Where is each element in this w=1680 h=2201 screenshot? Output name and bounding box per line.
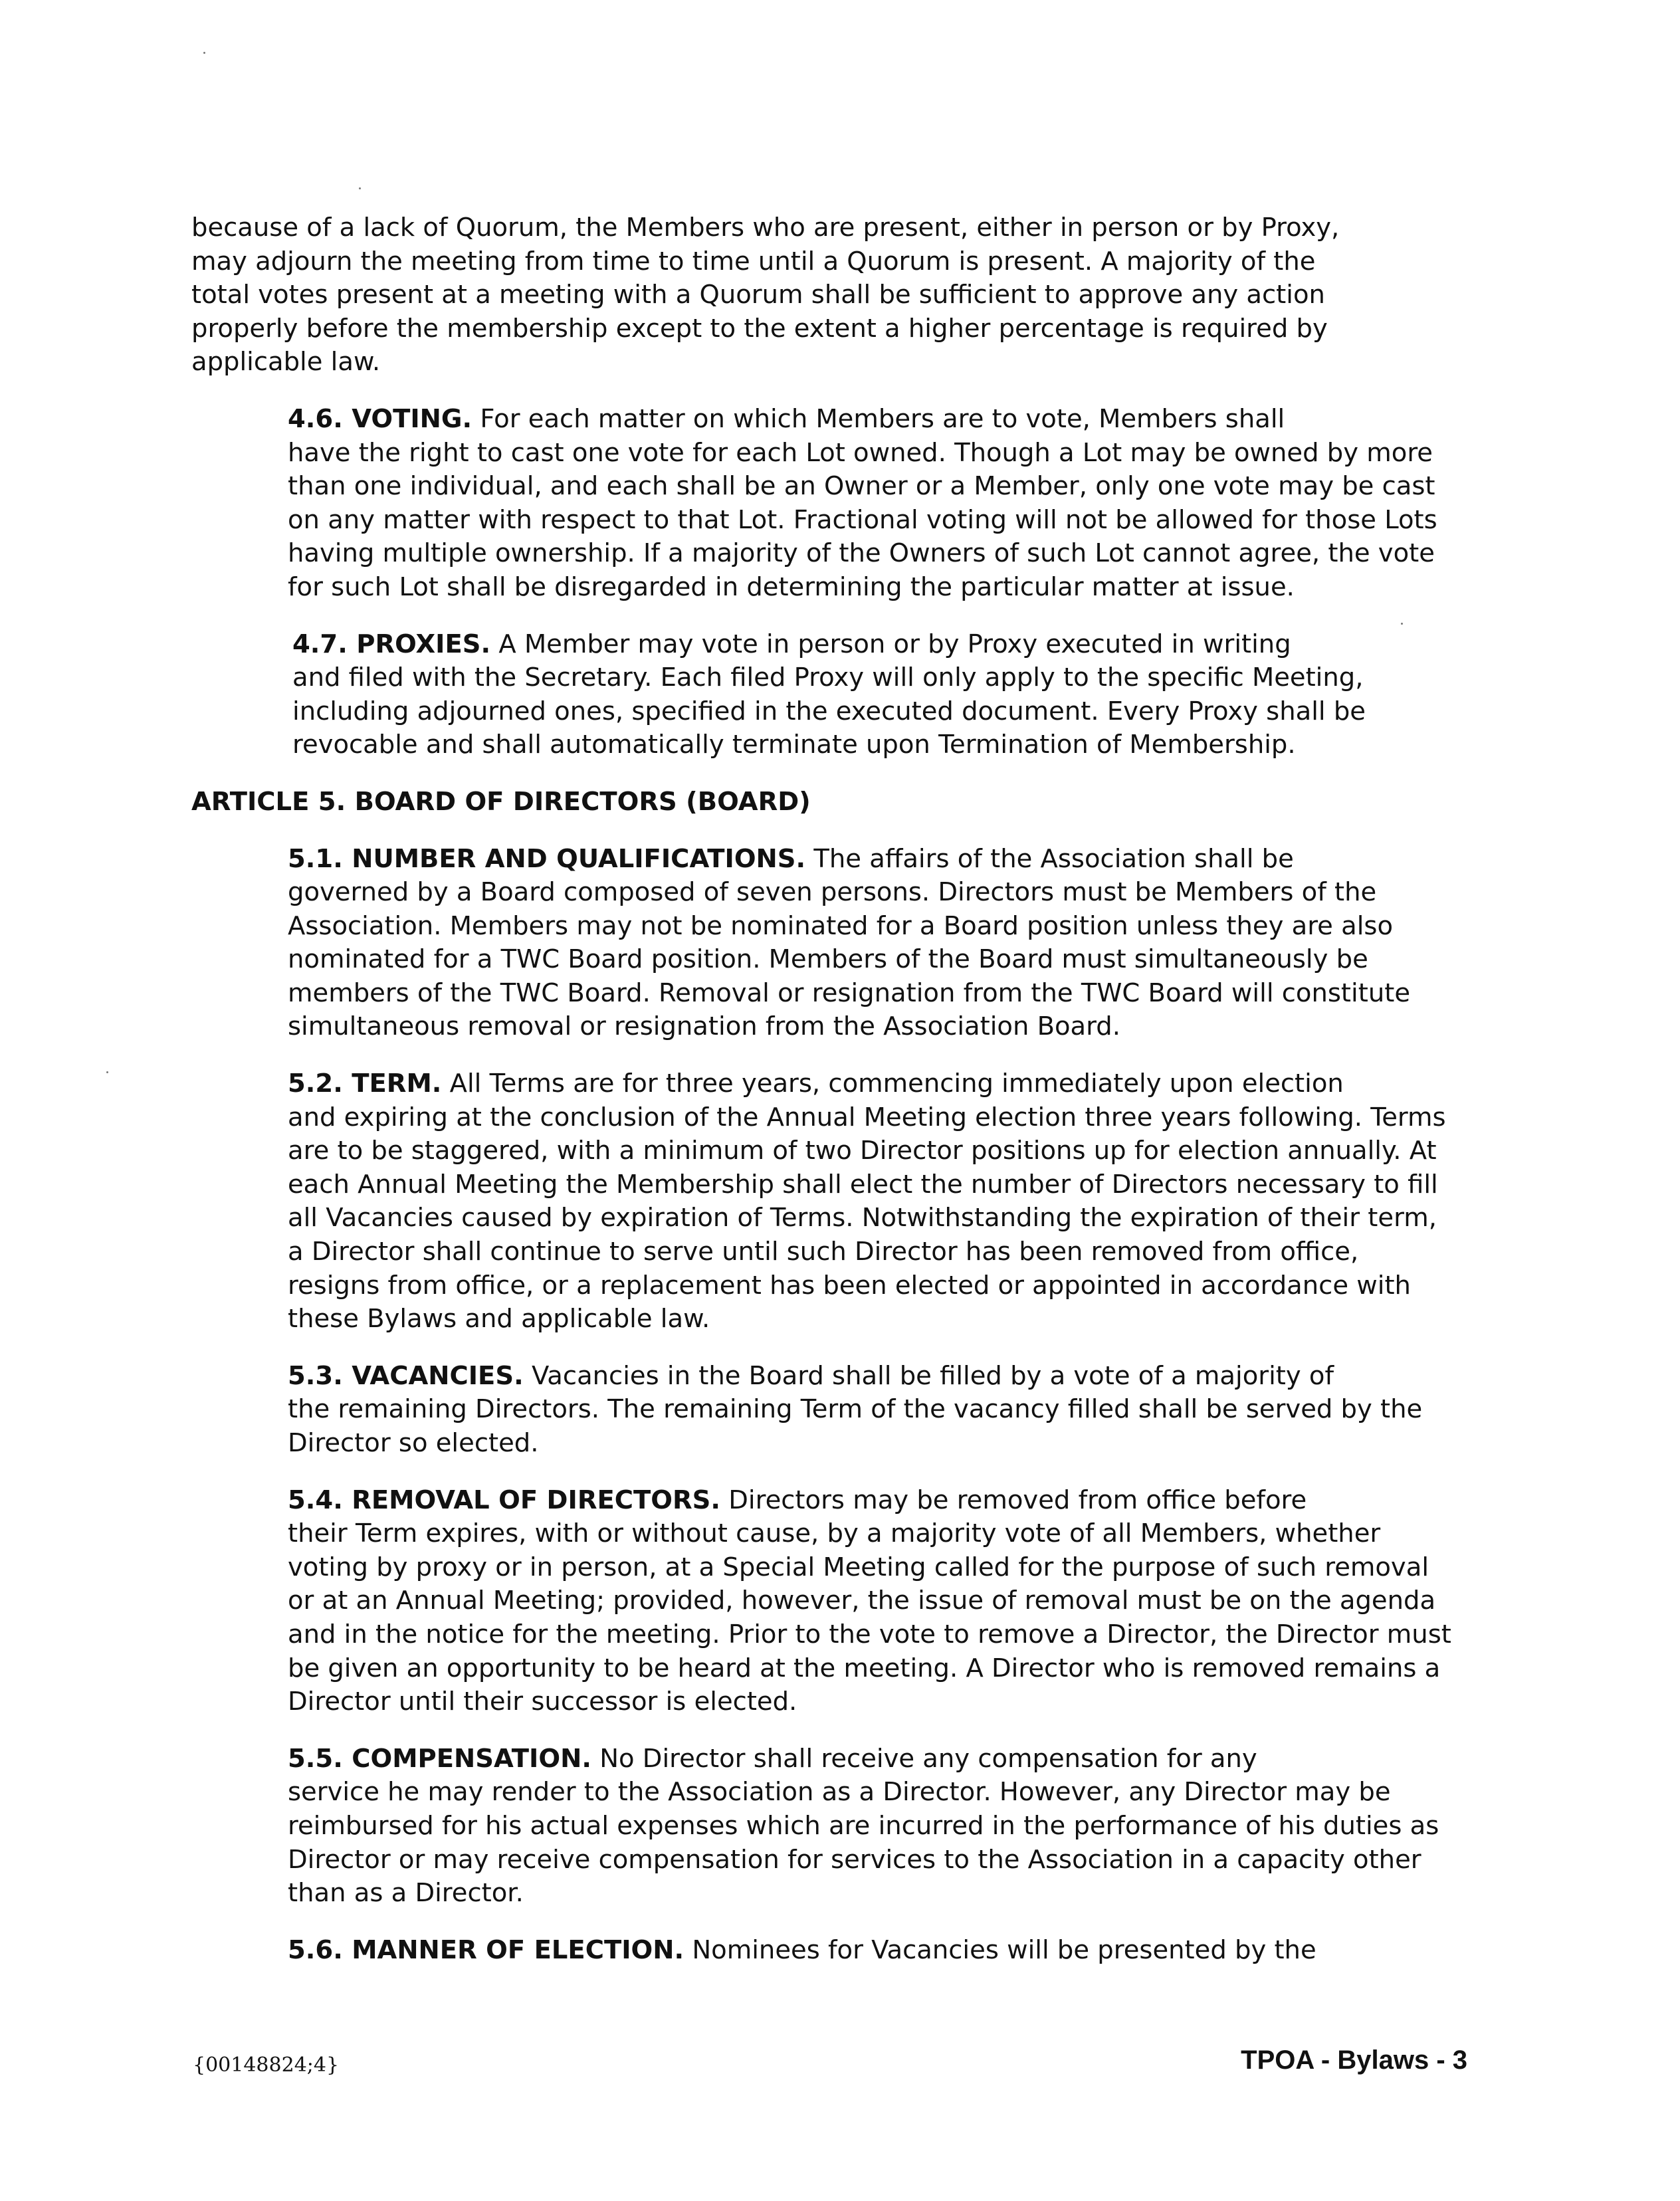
section-heading: 5.1. NUMBER AND QUALIFICATIONS. [288,843,806,874]
footer-page-label: TPOA - Bylaws - 3 [1241,2045,1467,2075]
section-text: No Director shall receive any compensation for any service he may render to the Association as a Director. However, any Director may be reimbursed for his actual expenses which are incurred in the performance of his duties as Director or may receive compensation for services to the Association in a capacity other than as a Director. [288,1743,1439,1909]
section-heading: 5.4. REMOVAL OF DIRECTORS. [288,1485,721,1515]
section-5-5-compensation [191,1742,1474,1911]
section-heading: 5.5. COMPENSATION. [288,1743,591,1774]
section-4-6-voting [191,403,1474,605]
section-text: Directors may be removed from office before their Term expires, with or without cause, by a majority vote of all Members, whether voting by proxy or in person, at a Special Meeting called for the purpose of such removal or at an Annual Meeting; provided, however, the issue of removal must be on the agenda and in the notice for the meeting. Prior to the vote to remove a Director, the Director must be given an opportunity to be heard at the meeting. A Director who is removed remains a Director until their successor is elected. [288,1485,1451,1717]
scan-speck [106,1071,108,1073]
section-text: All Terms are for three years, commencing immediately upon election and expiring at the conclusion of the Annual Meeting election three years following. Terms are to be staggered, with a minimum of two Director positions up for election annually. At each Annual Meeting the Membership shall elect the number of Directors necessary to fill all Vacancies caused by expiration of Terms. Notwithstanding the expiration of their term, a Director shall continue to serve until such Director has been removed from office, resigns from office, or a replacement has been elected or appointed in accordance with these Bylaws and applicable law. [288,1069,1446,1334]
section-heading: 4.6. VOTING. [288,403,472,434]
section-text: For each matter on which Members are to vote, Members shall have the right to cast one vote for each Lot owned. Though a Lot may be owned by more than one individual, and each shall be an Owner or a Member, only one vote may be cast on any matter with respect to that Lot. Fractional voting will not be allowed for those Lots having multiple ownership. If a majority of the Owners of such Lot cannot agree, the vote for such Lot shall be disregarded in determining the particular matter at issue. [288,403,1437,602]
footer-document-id: {00148824;4} [193,2053,340,2077]
scan-speck [203,52,205,54]
section-heading: 5.2. TERM. [288,1069,442,1099]
scan-speck [359,187,361,189]
section-5-6-manner-of-election [191,1934,1474,1968]
paragraph-quorum-continuation: because of a lack of Quorum, the Members who are present, either in person or by Proxy, may adjourn the meeting from time to time until a Quorum is present. A majority of the total votes present at a meeting with a Quorum shall be sufficient to approve any action properly before the membership except to the extent a higher percentage is required by applicable law. [191,213,1340,377]
section-heading: 5.6. MANNER OF ELECTION. [288,1935,684,1965]
document-body [191,211,1474,1990]
section-5-4-removal-of-directors [191,1484,1474,1719]
section-heading: 5.3. VACANCIES. [288,1360,524,1391]
section-5-1-number-and-qualifications [191,843,1474,1045]
section-4-7-proxies [191,628,1474,762]
section-heading: 4.7. PROXIES. [292,629,491,659]
section-text: A Member may vote in person or by Proxy executed in writing and filed with the Secretary. Each filed Proxy will only apply to the specific Meeting, including adjourned ones, specified in the executed document. Every Proxy shall be revocable and shall automatically terminate upon Termination of Membership. [292,629,1366,760]
section-text: Vacancies in the Board shall be filled by a vote of a majority of the remaining Directors. The remaining Term of the vacancy filled shall be served by the Director so elected. [288,1360,1423,1458]
section-5-2-term [191,1067,1474,1336]
section-text: Nominees for Vacancies will be presented by the [684,1935,1316,1965]
section-text: The affairs of the Association shall be governed by a Board composed of seven persons. Directors must be Members of the Association. Members may not be nominated for a Board position unless they are also nominated for a TWC Board position. Members of the Board must simultaneously be members of the TWC Board. Removal or resignation from the TWC Board will constitute simultaneous removal or resignation from the Association Board. [288,843,1410,1042]
article-5-heading: ARTICLE 5. BOARD OF DIRECTORS (BOARD) [191,786,811,817]
section-5-3-vacancies [191,1360,1474,1461]
